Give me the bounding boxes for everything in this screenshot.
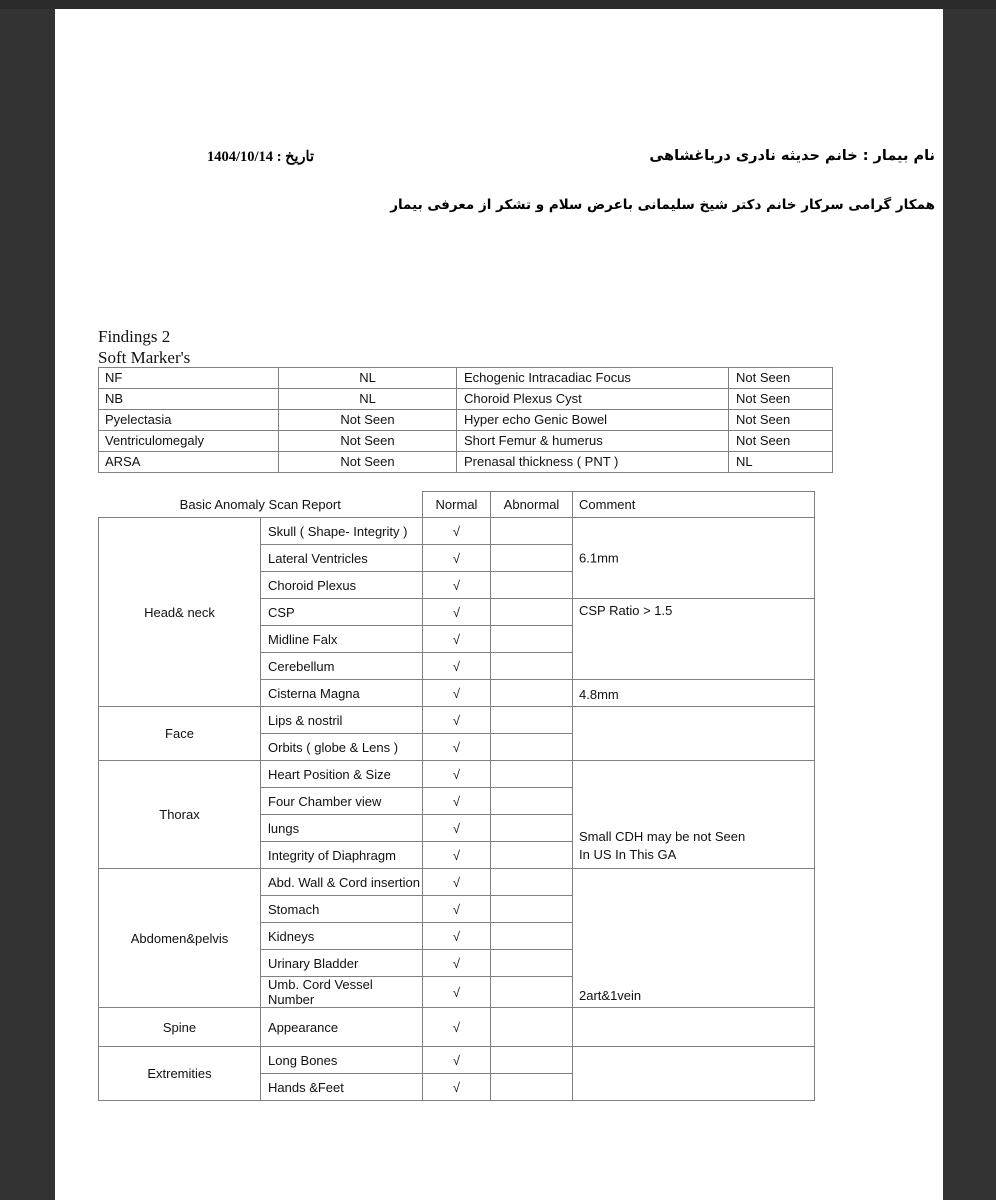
- comment-cell[interactable]: [573, 869, 815, 1008]
- normal-check[interactable]: √: [423, 761, 491, 788]
- item-label: Urinary Bladder: [261, 950, 423, 977]
- comment-text: 4.8mm: [579, 687, 619, 702]
- marker-result-2: Not Seen: [729, 431, 833, 452]
- group-label-thorax: Thorax: [99, 761, 261, 869]
- group-label-extremities: Extremities: [99, 1047, 261, 1101]
- marker-result: NL: [279, 368, 457, 389]
- abnormal-check[interactable]: [491, 950, 573, 977]
- column-header-comment: Comment: [573, 492, 815, 518]
- normal-check[interactable]: √: [423, 815, 491, 842]
- item-label: Hands &Feet: [261, 1074, 423, 1101]
- soft-markers-heading: Soft Marker's: [98, 348, 191, 367]
- table-header-row: [99, 492, 815, 518]
- item-label: Orbits ( globe & Lens ): [261, 734, 423, 761]
- normal-check[interactable]: √: [423, 896, 491, 923]
- anomaly-scan-table: [98, 491, 815, 1101]
- item-label: Kidneys: [261, 923, 423, 950]
- marker-name: NF: [99, 368, 279, 389]
- normal-check[interactable]: √: [423, 1008, 491, 1047]
- table-row: [99, 869, 815, 896]
- abnormal-check[interactable]: [491, 653, 573, 680]
- abnormal-check[interactable]: [491, 680, 573, 707]
- soft-marker-table: [98, 367, 833, 473]
- item-label: lungs: [261, 815, 423, 842]
- marker-name: Pyelectasia: [99, 410, 279, 431]
- abnormal-check[interactable]: [491, 1047, 573, 1074]
- normal-check[interactable]: √: [423, 680, 491, 707]
- table-row: [99, 761, 815, 788]
- abnormal-check[interactable]: [491, 599, 573, 626]
- normal-check[interactable]: √: [423, 950, 491, 977]
- findings-heading: Findings 2: [98, 327, 171, 346]
- item-label: CSP: [261, 599, 423, 626]
- item-label: Long Bones: [261, 1047, 423, 1074]
- marker-name-2: Choroid Plexus Cyst: [457, 389, 729, 410]
- marker-name: Ventriculomegaly: [99, 431, 279, 452]
- marker-result-2: Not Seen: [729, 389, 833, 410]
- item-label: Cerebellum: [261, 653, 423, 680]
- normal-check[interactable]: √: [423, 977, 491, 1008]
- item-label: Umb. Cord Vessel Number: [261, 977, 423, 1008]
- abnormal-check[interactable]: [491, 545, 573, 572]
- viewer-top-bar: [0, 0, 996, 9]
- normal-check[interactable]: √: [423, 1047, 491, 1074]
- abnormal-check[interactable]: [491, 788, 573, 815]
- abnormal-check[interactable]: [491, 815, 573, 842]
- marker-name: NB: [99, 389, 279, 410]
- comment-cell[interactable]: [573, 1008, 815, 1047]
- marker-name-2: Prenasal thickness ( PNT ): [457, 452, 729, 473]
- marker-name: ARSA: [99, 452, 279, 473]
- abnormal-check[interactable]: [491, 572, 573, 599]
- marker-result-2: Not Seen: [729, 368, 833, 389]
- normal-check[interactable]: √: [423, 842, 491, 869]
- marker-result: Not Seen: [279, 452, 457, 473]
- document-page: [55, 9, 943, 1200]
- comment-cell[interactable]: [573, 599, 815, 680]
- abnormal-check[interactable]: [491, 896, 573, 923]
- comment-text: CSP Ratio > 1.5: [579, 603, 673, 618]
- normal-check[interactable]: √: [423, 518, 491, 545]
- normal-check[interactable]: √: [423, 923, 491, 950]
- item-label: Skull ( Shape- Integrity ): [261, 518, 423, 545]
- column-header-normal: Normal: [423, 492, 491, 518]
- comment-text-line-1: Small CDH may be not Seen In US In This GA: [579, 829, 746, 862]
- normal-check[interactable]: √: [423, 653, 491, 680]
- marker-name-2: Echogenic Intracadiac Focus: [457, 368, 729, 389]
- table-row: [99, 452, 833, 473]
- item-label: Lips & nostril: [261, 707, 423, 734]
- anomaly-table-title: Basic Anomaly Scan Report: [99, 492, 423, 518]
- normal-check[interactable]: √: [423, 599, 491, 626]
- table-row: [99, 1047, 815, 1074]
- marker-result-2: NL: [729, 452, 833, 473]
- marker-result: Not Seen: [279, 431, 457, 452]
- abnormal-check[interactable]: [491, 1008, 573, 1047]
- normal-check[interactable]: √: [423, 869, 491, 896]
- group-label-head-neck: Head& neck: [99, 518, 261, 707]
- comment-cell[interactable]: [573, 1047, 815, 1101]
- normal-check[interactable]: √: [423, 707, 491, 734]
- abnormal-check[interactable]: [491, 869, 573, 896]
- comment-text-line-2: In US In This GA: [579, 847, 677, 862]
- report-date-line: تاریخ : 1404/10/14: [207, 149, 314, 165]
- marker-name-2: Hyper echo Genic Bowel: [457, 410, 729, 431]
- abnormal-check[interactable]: [491, 842, 573, 869]
- item-label: Choroid Plexus: [261, 572, 423, 599]
- normal-check[interactable]: √: [423, 545, 491, 572]
- comment-cell[interactable]: [573, 518, 815, 599]
- item-label: Cisterna Magna: [261, 680, 423, 707]
- abnormal-check[interactable]: [491, 518, 573, 545]
- abnormal-check[interactable]: [491, 626, 573, 653]
- marker-result-2: Not Seen: [729, 410, 833, 431]
- abnormal-check[interactable]: [491, 761, 573, 788]
- comment-text: 6.1mm: [579, 550, 619, 566]
- comment-text: 2art&1vein: [579, 988, 642, 1003]
- table-row: [99, 431, 833, 452]
- item-label: Abd. Wall & Cord insertion: [261, 869, 423, 896]
- item-label: Lateral Ventricles: [261, 545, 423, 572]
- table-row: [99, 1008, 815, 1047]
- abnormal-check[interactable]: [491, 977, 573, 1008]
- abnormal-check[interactable]: [491, 734, 573, 761]
- abnormal-check[interactable]: [491, 707, 573, 734]
- marker-result: Not Seen: [279, 410, 457, 431]
- table-row: [99, 518, 815, 545]
- item-label: Integrity of Diaphragm: [261, 842, 423, 869]
- normal-check[interactable]: √: [423, 572, 491, 599]
- item-label: Midline Falx: [261, 626, 423, 653]
- normal-check[interactable]: √: [423, 1074, 491, 1101]
- normal-check[interactable]: √: [423, 734, 491, 761]
- comment-cell[interactable]: [573, 680, 815, 707]
- comment-cell[interactable]: [573, 761, 815, 869]
- item-label: Four Chamber view: [261, 788, 423, 815]
- abnormal-check[interactable]: [491, 1074, 573, 1101]
- item-label: Appearance: [261, 1008, 423, 1047]
- item-label: Heart Position & Size: [261, 761, 423, 788]
- normal-check[interactable]: √: [423, 626, 491, 653]
- table-row: [99, 707, 815, 734]
- table-row: [99, 410, 833, 431]
- marker-name-2: Short Femur & humerus: [457, 431, 729, 452]
- marker-result: NL: [279, 389, 457, 410]
- group-label-face: Face: [99, 707, 261, 761]
- comment-cell[interactable]: [573, 707, 815, 761]
- group-label-abdomen-pelvis: Abdomen&pelvis: [99, 869, 261, 1008]
- abnormal-check[interactable]: [491, 923, 573, 950]
- item-label: Stomach: [261, 896, 423, 923]
- group-label-spine: Spine: [99, 1008, 261, 1047]
- table-row: [99, 389, 833, 410]
- normal-check[interactable]: √: [423, 788, 491, 815]
- patient-name-line: نام بیمار : خانم حدیثه نادری درباغشاهی: [649, 148, 935, 164]
- table-row: [99, 368, 833, 389]
- greeting-line: همکار گرامی سرکار خانم دکتر شیخ سلیمانی باعرض سلام و تشکر از معرفی بیمار: [390, 197, 935, 213]
- column-header-abnormal: Abnormal: [491, 492, 573, 518]
